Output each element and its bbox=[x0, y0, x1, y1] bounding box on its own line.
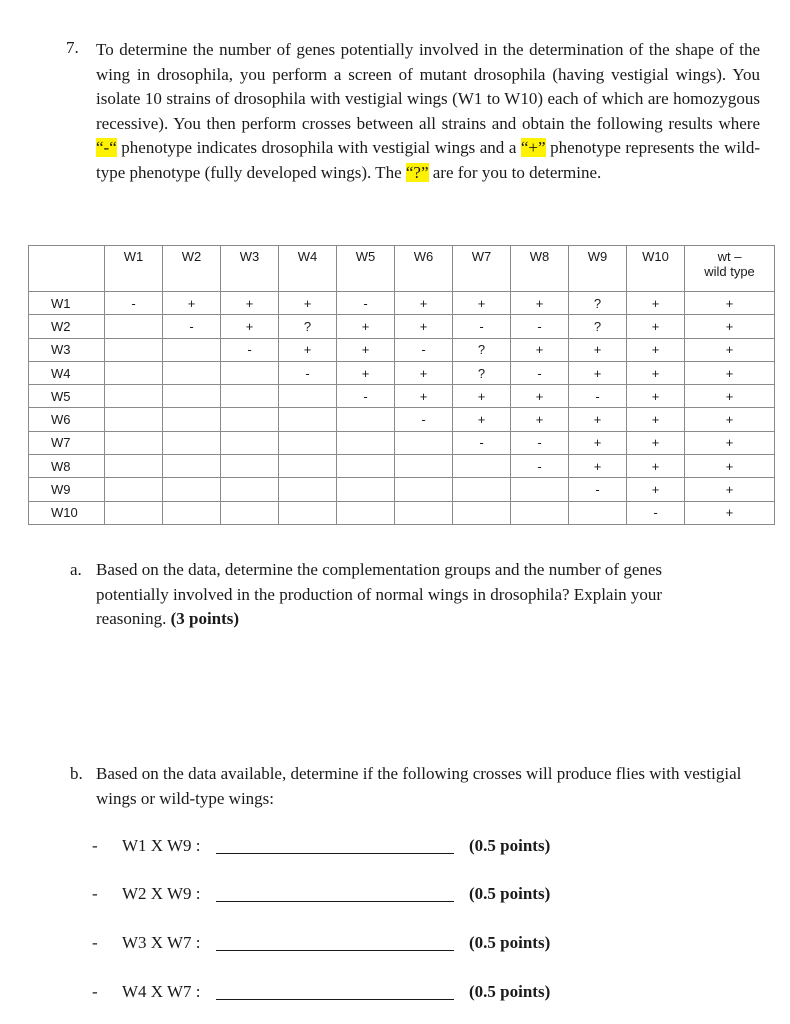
table-cell: - bbox=[511, 361, 569, 384]
table-corner-cell bbox=[29, 246, 105, 292]
row-header: W4 bbox=[29, 361, 105, 384]
table-cell bbox=[105, 478, 163, 501]
table-cell bbox=[569, 501, 627, 524]
table-cell: + bbox=[685, 315, 775, 338]
table-cell: + bbox=[627, 431, 685, 454]
complementation-table bbox=[28, 245, 775, 525]
row-header: W7 bbox=[29, 431, 105, 454]
table-cell bbox=[221, 431, 279, 454]
table-cell: ? bbox=[279, 315, 337, 338]
table-cell: + bbox=[511, 338, 569, 361]
highlight-plus: “+” bbox=[520, 138, 546, 157]
table-cell: + bbox=[569, 361, 627, 384]
row-header: W10 bbox=[29, 501, 105, 524]
table-cell: + bbox=[569, 338, 627, 361]
table-cell bbox=[163, 455, 221, 478]
table-row bbox=[29, 361, 775, 384]
table-header-row bbox=[29, 246, 775, 292]
part-b-letter: b. bbox=[70, 764, 83, 783]
table-cell bbox=[163, 385, 221, 408]
table-cell: + bbox=[221, 315, 279, 338]
table-cell bbox=[453, 478, 511, 501]
table-cell bbox=[279, 455, 337, 478]
table-cell: + bbox=[685, 385, 775, 408]
table-cell bbox=[221, 455, 279, 478]
table-row bbox=[29, 385, 775, 408]
table-cell: - bbox=[511, 431, 569, 454]
table-row bbox=[29, 292, 775, 315]
answer-blank-line[interactable] bbox=[216, 853, 454, 854]
table-cell bbox=[279, 408, 337, 431]
table-cell bbox=[279, 501, 337, 524]
table-row bbox=[29, 408, 775, 431]
highlight-question: “?” bbox=[405, 162, 429, 182]
table-cell bbox=[279, 385, 337, 408]
cross-points: (0.5 points) bbox=[469, 884, 551, 903]
table-cell bbox=[395, 431, 453, 454]
table-cell: - bbox=[627, 501, 685, 524]
table-cell: - bbox=[221, 338, 279, 361]
table-cell bbox=[105, 361, 163, 384]
table-cell: + bbox=[337, 361, 395, 384]
table-cell: + bbox=[685, 455, 775, 478]
table-cell bbox=[105, 315, 163, 338]
table-cell: + bbox=[453, 408, 511, 431]
table-cell: + bbox=[511, 385, 569, 408]
table-cell bbox=[163, 431, 221, 454]
table-cell bbox=[221, 501, 279, 524]
table-cell bbox=[163, 361, 221, 384]
table-body bbox=[29, 292, 775, 525]
answer-blank-line[interactable] bbox=[216, 901, 454, 902]
table-row bbox=[29, 315, 775, 338]
table-cell: + bbox=[395, 315, 453, 338]
table-cell bbox=[395, 455, 453, 478]
table-cell: - bbox=[569, 478, 627, 501]
column-header: W4 bbox=[279, 246, 337, 292]
cross-dash: - bbox=[92, 982, 98, 1001]
table-row bbox=[29, 455, 775, 478]
table-cell: - bbox=[163, 315, 221, 338]
table-cell: + bbox=[627, 338, 685, 361]
table-cell: + bbox=[685, 408, 775, 431]
table-cell: + bbox=[685, 361, 775, 384]
cross-item-w1-w9 bbox=[92, 836, 652, 860]
question-text-part-4: are for you to determine. bbox=[428, 162, 602, 182]
table-cell: + bbox=[279, 292, 337, 315]
table-cell bbox=[163, 478, 221, 501]
row-header: W2 bbox=[29, 315, 105, 338]
answer-blank-line[interactable] bbox=[216, 999, 454, 1000]
part-a-letter: a. bbox=[70, 560, 82, 579]
cross-item-w3-w7 bbox=[92, 933, 652, 957]
column-header: W7 bbox=[453, 246, 511, 292]
table-cell: + bbox=[569, 408, 627, 431]
table-cell: - bbox=[105, 292, 163, 315]
table-cell: - bbox=[279, 361, 337, 384]
table-row bbox=[29, 431, 775, 454]
table-cell: + bbox=[337, 315, 395, 338]
column-header: W8 bbox=[511, 246, 569, 292]
cross-item-w2-w9 bbox=[92, 884, 652, 908]
cross-label: W4 X W7 : bbox=[122, 982, 201, 1001]
table-cell bbox=[337, 455, 395, 478]
table-cell: + bbox=[511, 292, 569, 315]
table-cell bbox=[105, 431, 163, 454]
table-cell bbox=[105, 385, 163, 408]
table-cell: + bbox=[627, 408, 685, 431]
cross-dash: - bbox=[92, 836, 98, 855]
table-cell: ? bbox=[453, 338, 511, 361]
table-cell: ? bbox=[569, 315, 627, 338]
row-header: W6 bbox=[29, 408, 105, 431]
table-cell bbox=[163, 501, 221, 524]
part-a-points: (3 points) bbox=[170, 609, 240, 628]
question-text-part-3: phenotype represents the wild-type phenotype (fully developed wings). The bbox=[96, 138, 760, 182]
column-header: wt – wild type bbox=[685, 246, 775, 292]
table-row bbox=[29, 501, 775, 524]
table-cell bbox=[337, 501, 395, 524]
table-cell: - bbox=[453, 315, 511, 338]
table-cell: + bbox=[163, 292, 221, 315]
cross-label: W3 X W7 : bbox=[122, 933, 201, 952]
column-header: W9 bbox=[569, 246, 627, 292]
table-cell: + bbox=[395, 385, 453, 408]
column-header: W2 bbox=[163, 246, 221, 292]
cross-dash: - bbox=[92, 933, 98, 952]
table-cell bbox=[395, 478, 453, 501]
row-header: W8 bbox=[29, 455, 105, 478]
table-cell bbox=[395, 501, 453, 524]
table-cell: + bbox=[685, 501, 775, 524]
table-cell: - bbox=[569, 385, 627, 408]
row-header: W9 bbox=[29, 478, 105, 501]
cross-dash: - bbox=[92, 884, 98, 903]
table-cell: ? bbox=[453, 361, 511, 384]
table-cell: + bbox=[627, 455, 685, 478]
part-b-text: Based on the data available, determine if the following crosses will produce flies with vestigial wings or wild-type wings: bbox=[96, 764, 742, 808]
table-cell bbox=[453, 501, 511, 524]
table-cell bbox=[221, 478, 279, 501]
table-cell: - bbox=[337, 385, 395, 408]
table-cell bbox=[337, 431, 395, 454]
cross-points: (0.5 points) bbox=[469, 933, 551, 952]
table-cell bbox=[279, 431, 337, 454]
table-cell bbox=[279, 478, 337, 501]
row-header: W5 bbox=[29, 385, 105, 408]
part-a-prompt: Based on the data, determine the complementation groups and the number of genes potentially involved in the production of normal wings in drosophila? Explain your reasoning. bbox=[96, 560, 663, 628]
table-cell: - bbox=[395, 408, 453, 431]
question-text bbox=[96, 38, 760, 185]
table-cell bbox=[221, 385, 279, 408]
table-cell bbox=[337, 478, 395, 501]
table-cell: + bbox=[395, 292, 453, 315]
table-cell: + bbox=[685, 478, 775, 501]
table-row bbox=[29, 478, 775, 501]
table-cell bbox=[221, 361, 279, 384]
table-cell: + bbox=[221, 292, 279, 315]
column-header: W1 bbox=[105, 246, 163, 292]
table-cell bbox=[221, 408, 279, 431]
cross-points: (0.5 points) bbox=[469, 836, 551, 855]
table-row bbox=[29, 338, 775, 361]
column-header: W10 bbox=[627, 246, 685, 292]
row-header: W3 bbox=[29, 338, 105, 361]
table-cell: - bbox=[395, 338, 453, 361]
table-cell: + bbox=[627, 385, 685, 408]
table-cell bbox=[163, 408, 221, 431]
table-cell: + bbox=[395, 361, 453, 384]
table-cell: + bbox=[279, 338, 337, 361]
part-a-text bbox=[96, 558, 736, 632]
table-cell: + bbox=[685, 292, 775, 315]
table-cell bbox=[105, 501, 163, 524]
table-cell bbox=[105, 338, 163, 361]
table-cell: - bbox=[511, 315, 569, 338]
table-cell bbox=[511, 478, 569, 501]
cross-label: W2 X W9 : bbox=[122, 884, 201, 903]
question-text-part-1: To determine the number of genes potentially involved in the determination of the shape of the wing in drosophila, you perform a screen of mutant drosophila (having vestigial wings). You isolate 10 strains of drosophila with vestigial wings (W1 to W10) each of which are homozygous recessive). You then perform crosses between all strains and obtain the following results where bbox=[96, 40, 760, 133]
table-cell: + bbox=[627, 478, 685, 501]
question-number: 7. bbox=[66, 38, 79, 57]
table-cell: + bbox=[627, 315, 685, 338]
question-text-part-2: phenotype indicates drosophila with vestigial wings and a bbox=[116, 138, 521, 157]
cross-points: (0.5 points) bbox=[469, 982, 551, 1001]
table-cell: + bbox=[569, 431, 627, 454]
highlight-minus: “-“ bbox=[96, 138, 117, 157]
table-cell: + bbox=[685, 431, 775, 454]
cross-item-w4-w7 bbox=[92, 982, 652, 1006]
table-cell: + bbox=[627, 361, 685, 384]
table-cell bbox=[511, 501, 569, 524]
table-cell: - bbox=[337, 292, 395, 315]
table-cell: + bbox=[337, 338, 395, 361]
table-cell: + bbox=[511, 408, 569, 431]
table-cell: + bbox=[685, 338, 775, 361]
column-header: W6 bbox=[395, 246, 453, 292]
column-header: W5 bbox=[337, 246, 395, 292]
table-cell: + bbox=[453, 292, 511, 315]
table-cell: ? bbox=[569, 292, 627, 315]
table-cell: + bbox=[569, 455, 627, 478]
table-cell: + bbox=[453, 385, 511, 408]
row-header: W1 bbox=[29, 292, 105, 315]
table-cell bbox=[163, 338, 221, 361]
table-cell bbox=[105, 408, 163, 431]
table-cell: + bbox=[627, 292, 685, 315]
table-cell bbox=[453, 455, 511, 478]
table-cell: - bbox=[453, 431, 511, 454]
table-cell: - bbox=[511, 455, 569, 478]
table-cell bbox=[337, 408, 395, 431]
cross-label: W1 X W9 : bbox=[122, 836, 201, 855]
answer-blank-line[interactable] bbox=[216, 950, 454, 951]
table-cell bbox=[105, 455, 163, 478]
column-header: W3 bbox=[221, 246, 279, 292]
